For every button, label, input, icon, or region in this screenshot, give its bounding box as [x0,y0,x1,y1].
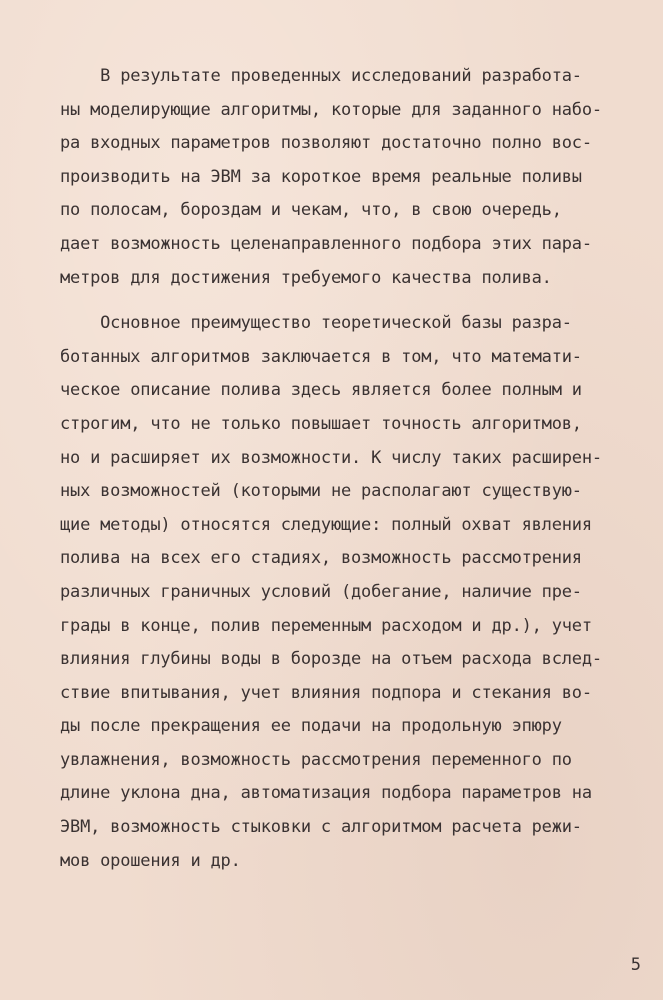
paragraph-line: длине уклона дна, автоматизация подбора параметров на [60,783,592,804]
paragraph-line: по полосам, бороздам и чекам, что, в свою очередь, [60,200,562,221]
paragraph-spacer [60,295,620,307]
paragraph-line: щие методы) относятся следующие: полный охват явления [60,514,592,535]
paragraph-line: ствие впитывания, учет влияния подпора и стекания во- [60,682,592,703]
paragraph-line: ра входных параметров позволяют достаточно полно вос- [60,133,592,154]
paragraph-line: метров для достижения требуемого качества полива. [60,267,552,288]
paragraph-line: различных граничных условий (добегание, наличие пре- [60,581,582,602]
paragraph-line: производить на ЭВМ за короткое время реальные поливы [60,166,582,187]
paragraph-line: Основное преимущество теоретической базы разра- [60,313,572,334]
paragraph-2 [60,307,620,878]
paragraph-line: ЭВМ, возможность стыковки с алгоритмом расчета режи- [60,817,582,838]
paragraph-line: грады в конце, полив переменным расходом и др.), учет [60,615,592,636]
paragraph-line: ных возможностей (которыми не располагают существую- [60,481,582,502]
paragraph-line: но и расширяет их возможности. К числу таких расширен- [60,447,602,468]
paragraph-line: ды после прекращения ее подачи на продольную эпюру [60,716,562,737]
paragraph-line: ны моделирующие алгоритмы, которые для заданного набо- [60,99,602,120]
paragraph-line: мов орошения и др. [60,850,241,871]
page-number: 5 [630,955,641,975]
paragraph-line: дает возможность целенаправленного подбора этих пара- [60,233,592,254]
paragraph-line: ботанных алгоритмов заключается в том, что математи- [60,346,582,367]
paragraph-line: строгим, что не только повышает точность алгоритмов, [60,413,582,434]
paragraph-line: полива на всех его стадиях, возможность рассмотрения [60,548,582,569]
paragraph-line: В результате проведенных исследований разработа- [60,66,582,86]
paragraph-line: ческое описание полива здесь является более полным и [60,380,582,401]
paragraph-line: увлажнения, возможность рассмотрения переменного по [60,749,572,770]
paragraph-1 [60,60,620,295]
paragraph-line: влияния глубины воды в борозде на отъем расхода вслед- [60,649,602,670]
document-body [60,60,620,878]
